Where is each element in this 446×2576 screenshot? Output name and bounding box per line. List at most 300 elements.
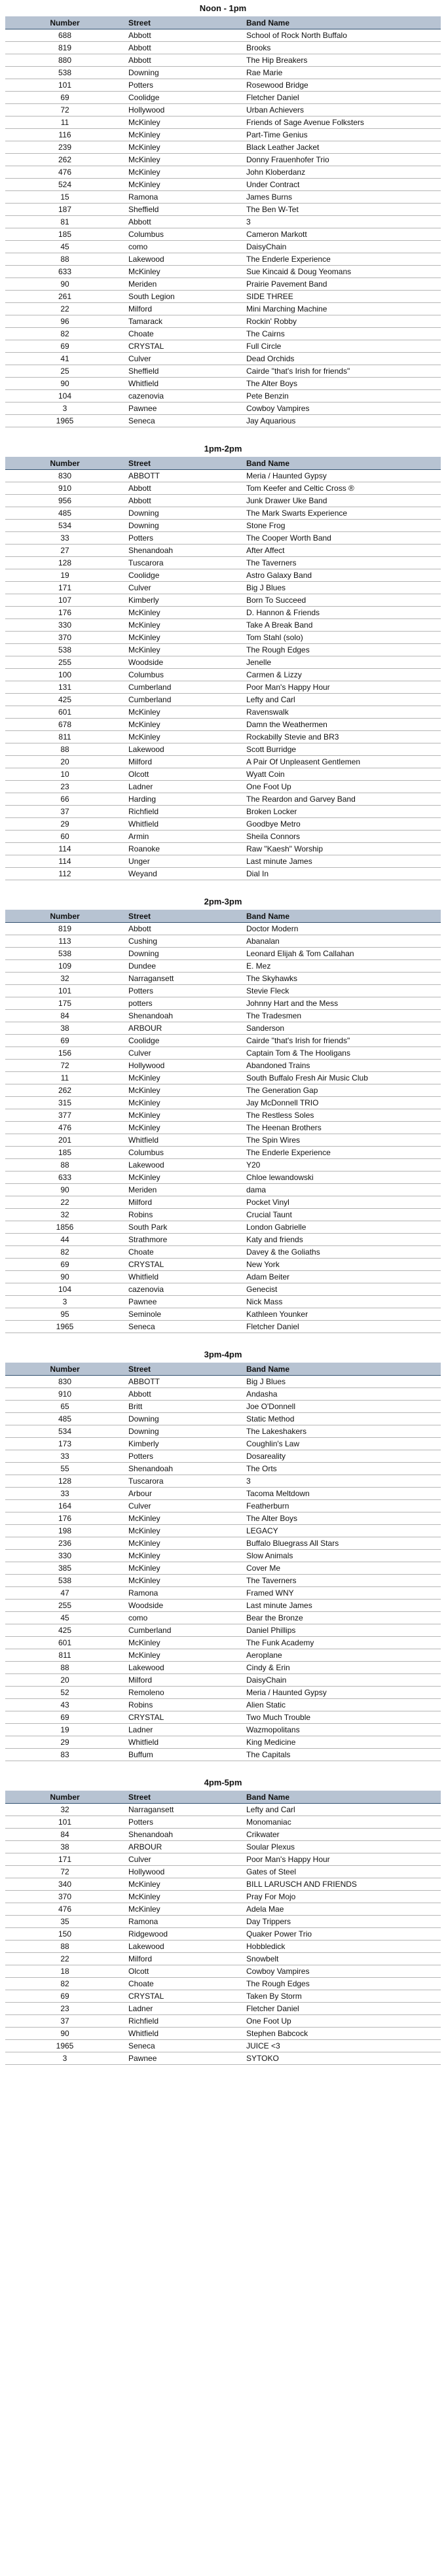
band-name-cell: The Heenan Brothers	[242, 1122, 441, 1134]
table-row	[5, 569, 441, 582]
table-row	[5, 843, 441, 855]
street-cell: McKinley	[124, 619, 242, 632]
house-number-cell: 11	[5, 116, 124, 129]
house-number-cell: 84	[5, 1010, 124, 1022]
table-row	[5, 1296, 441, 1308]
street-cell: Dundee	[124, 960, 242, 973]
house-number-cell: 176	[5, 1512, 124, 1525]
table-row	[5, 1072, 441, 1084]
band-name-cell: Taken By Storm	[242, 1990, 441, 2003]
table-row	[5, 557, 441, 569]
band-name-cell: Cairde "that's Irish for friends"	[242, 1035, 441, 1047]
table-row	[5, 1562, 441, 1575]
house-number-cell: 25	[5, 365, 124, 378]
street-cell: Lakewood	[124, 253, 242, 266]
number-column-header: Number	[5, 910, 124, 923]
house-number-cell: 33	[5, 1450, 124, 1463]
table-row	[5, 1600, 441, 1612]
house-number-cell: 3	[5, 402, 124, 415]
band-name-cell: Tom Keefer and Celtic Cross ®	[242, 482, 441, 495]
band-name-cell: Broken Locker	[242, 806, 441, 818]
band-name-cell: The Capitals	[242, 1749, 441, 1761]
street-cell: Culver	[124, 353, 242, 365]
street-cell: Downing	[124, 507, 242, 520]
street-cell: McKinley	[124, 1172, 242, 1184]
house-number-cell: 47	[5, 1587, 124, 1600]
table-row	[5, 482, 441, 495]
table-row	[5, 632, 441, 644]
house-number-cell: 83	[5, 1749, 124, 1761]
house-number-cell: 633	[5, 1172, 124, 1184]
table-row	[5, 1587, 441, 1600]
table-row	[5, 706, 441, 719]
street-cell: McKinley	[124, 116, 242, 129]
street-cell: Milford	[124, 1674, 242, 1687]
table-row	[5, 228, 441, 241]
house-number-cell: 633	[5, 266, 124, 278]
house-number-cell: 72	[5, 1866, 124, 1878]
band-name-cell: Soular Plexus	[242, 1841, 441, 1853]
house-number-cell: 185	[5, 228, 124, 241]
house-number-cell: 340	[5, 1878, 124, 1891]
band-name-cell: The Generation Gap	[242, 1084, 441, 1097]
street-cell: McKinley	[124, 266, 242, 278]
street-cell: Arbour	[124, 1488, 242, 1500]
table-row	[5, 29, 441, 42]
street-cell: Culver	[124, 1500, 242, 1512]
table-row	[5, 1500, 441, 1512]
table-row	[5, 507, 441, 520]
band-name-cell: DaisyChain	[242, 241, 441, 253]
street-cell: Ramona	[124, 1916, 242, 1928]
band-name-cell: Black Leather Jacket	[242, 141, 441, 154]
house-number-cell: 255	[5, 1600, 124, 1612]
band-name-cell: School of Rock North Buffalo	[242, 29, 441, 42]
band-name-cell: Tacoma Meltdown	[242, 1488, 441, 1500]
table-row	[5, 731, 441, 743]
street-cell: Roanoke	[124, 843, 242, 855]
street-cell: Richfield	[124, 806, 242, 818]
band-name-cell: Crucial Taunt	[242, 1209, 441, 1221]
street-cell: Kimberly	[124, 594, 242, 607]
table-row	[5, 291, 441, 303]
band-name-cell: Slow Animals	[242, 1550, 441, 1562]
band-name-cell: Fletcher Daniel	[242, 2003, 441, 2015]
house-number-cell: 476	[5, 166, 124, 179]
band-name-cell: James Burns	[242, 191, 441, 204]
house-number-cell: 88	[5, 1159, 124, 1172]
band-name-cell: Abanalan	[242, 935, 441, 948]
table-row	[5, 1246, 441, 1259]
band-name-cell: Day Trippers	[242, 1916, 441, 1928]
street-column-header: Street	[124, 910, 242, 923]
house-number-cell: 370	[5, 1891, 124, 1903]
house-number-cell: 69	[5, 1990, 124, 2003]
house-number-cell: 60	[5, 831, 124, 843]
house-number-cell: 830	[5, 470, 124, 482]
table-row	[5, 582, 441, 594]
table-row	[5, 1662, 441, 1674]
table-row	[5, 1172, 441, 1184]
table-row	[5, 669, 441, 681]
street-cell: Harding	[124, 793, 242, 806]
table-row	[5, 353, 441, 365]
table-row	[5, 1550, 441, 1562]
street-cell: McKinley	[124, 644, 242, 656]
table-row	[5, 1321, 441, 1333]
table-row	[5, 935, 441, 948]
house-number-cell: 485	[5, 507, 124, 520]
table-row	[5, 855, 441, 868]
table-row	[5, 1438, 441, 1450]
house-number-cell: 1965	[5, 415, 124, 427]
band-name-column-header: Band Name	[242, 1363, 441, 1376]
table-row	[5, 1097, 441, 1109]
house-number-cell: 114	[5, 843, 124, 855]
house-number-cell: 37	[5, 2015, 124, 2028]
band-name-cell: Bear the Bronze	[242, 1612, 441, 1624]
table-row	[5, 1816, 441, 1829]
table-row	[5, 1401, 441, 1413]
schedule-table	[5, 1363, 441, 1761]
band-name-cell: Dead Orchids	[242, 353, 441, 365]
table-row	[5, 1488, 441, 1500]
house-number-cell: 538	[5, 1575, 124, 1587]
table-row	[5, 1749, 441, 1761]
house-number-cell: 23	[5, 781, 124, 793]
street-cell: McKinley	[124, 719, 242, 731]
street-cell: Culver	[124, 582, 242, 594]
table-row	[5, 1928, 441, 1941]
street-column-header: Street	[124, 16, 242, 29]
band-name-cell: Quaker Power Trio	[242, 1928, 441, 1941]
house-number-cell: 69	[5, 1035, 124, 1047]
street-cell: McKinley	[124, 1891, 242, 1903]
street-cell: Seneca	[124, 415, 242, 427]
house-number-cell: 330	[5, 619, 124, 632]
table-row	[5, 1829, 441, 1841]
band-name-cell: Pocket Vinyl	[242, 1196, 441, 1209]
street-cell: McKinley	[124, 1649, 242, 1662]
band-name-cell: 3	[242, 1475, 441, 1488]
street-cell: Whitfield	[124, 2028, 242, 2040]
table-row	[5, 470, 441, 482]
table-row	[5, 266, 441, 278]
band-name-cell: Lefty and Carl	[242, 1804, 441, 1816]
band-name-cell: Two Much Trouble	[242, 1711, 441, 1724]
street-cell: Robins	[124, 1699, 242, 1711]
band-name-cell: The Tradesmen	[242, 1010, 441, 1022]
street-cell: Lakewood	[124, 1941, 242, 1953]
street-cell: CRYSTAL	[124, 340, 242, 353]
table-row	[5, 656, 441, 669]
band-name-cell: After Affect	[242, 545, 441, 557]
house-number-cell: 69	[5, 1711, 124, 1724]
street-cell: Choate	[124, 1978, 242, 1990]
street-cell: Whitfield	[124, 1134, 242, 1147]
house-number-cell: 187	[5, 204, 124, 216]
table-row	[5, 116, 441, 129]
table-row	[5, 1878, 441, 1891]
house-number-cell: 22	[5, 1953, 124, 1965]
table-row	[5, 1147, 441, 1159]
table-row	[5, 1903, 441, 1916]
street-cell: Richfield	[124, 2015, 242, 2028]
street-cell: Lakewood	[124, 1662, 242, 1674]
house-number-cell: 534	[5, 520, 124, 532]
table-row	[5, 1891, 441, 1903]
table-row	[5, 681, 441, 694]
street-cell: Cumberland	[124, 1624, 242, 1637]
house-number-cell: 262	[5, 1084, 124, 1097]
house-number-cell: 678	[5, 719, 124, 731]
band-name-cell: Dial In	[242, 868, 441, 880]
band-name-cell: Y20	[242, 1159, 441, 1172]
street-cell: Whitfield	[124, 378, 242, 390]
table-row	[5, 868, 441, 880]
band-name-column-header: Band Name	[242, 16, 441, 29]
street-cell: McKinley	[124, 1525, 242, 1537]
band-name-cell: Monomaniac	[242, 1816, 441, 1829]
house-number-cell: 27	[5, 545, 124, 557]
house-number-cell: 819	[5, 42, 124, 54]
house-number-cell: 330	[5, 1550, 124, 1562]
street-cell: Remoleno	[124, 1687, 242, 1699]
table-row	[5, 1271, 441, 1283]
band-name-cell: Last minute James	[242, 855, 441, 868]
street-cell: Armin	[124, 831, 242, 843]
band-name-cell: Cowboy Vampires	[242, 402, 441, 415]
street-cell: Potters	[124, 1816, 242, 1829]
band-name-cell: Born To Succeed	[242, 594, 441, 607]
table-row	[5, 278, 441, 291]
table-row	[5, 719, 441, 731]
band-name-cell: Carmen & Lizzy	[242, 669, 441, 681]
house-number-cell: 15	[5, 191, 124, 204]
table-row	[5, 793, 441, 806]
table-row	[5, 495, 441, 507]
band-name-cell: Leonard Elijah & Tom Callahan	[242, 948, 441, 960]
house-number-cell: 107	[5, 594, 124, 607]
street-cell: Seneca	[124, 2040, 242, 2052]
band-name-cell: Junk Drawer Uke Band	[242, 495, 441, 507]
street-cell: Shenandoah	[124, 545, 242, 557]
street-cell: McKinley	[124, 1878, 242, 1891]
header-row	[5, 16, 441, 29]
house-number-cell: 35	[5, 1916, 124, 1928]
house-number-cell: 811	[5, 731, 124, 743]
house-number-cell: 11	[5, 1072, 124, 1084]
house-number-cell: 128	[5, 1475, 124, 1488]
house-number-cell: 524	[5, 179, 124, 191]
band-name-cell: Pray For Mojo	[242, 1891, 441, 1903]
house-number-cell: 534	[5, 1425, 124, 1438]
street-cell: CRYSTAL	[124, 1990, 242, 2003]
band-name-cell: New York	[242, 1259, 441, 1271]
band-name-cell: Sheila Connors	[242, 831, 441, 843]
street-cell: Woodside	[124, 656, 242, 669]
table-row	[5, 1537, 441, 1550]
band-name-cell: Big J Blues	[242, 582, 441, 594]
band-name-cell: Cowboy Vampires	[242, 1965, 441, 1978]
street-cell: Olcott	[124, 1965, 242, 1978]
street-cell: Downing	[124, 1413, 242, 1425]
house-number-cell: 262	[5, 154, 124, 166]
street-cell: ARBOUR	[124, 1841, 242, 1853]
table-row	[5, 1221, 441, 1234]
band-name-cell: Stephen Babcock	[242, 2028, 441, 2040]
street-cell: McKinley	[124, 706, 242, 719]
band-name-cell: Cover Me	[242, 1562, 441, 1575]
street-cell: CRYSTAL	[124, 1259, 242, 1271]
table-row	[5, 1724, 441, 1736]
band-name-cell: Daniel Phillips	[242, 1624, 441, 1637]
band-name-cell: Astro Galaxy Band	[242, 569, 441, 582]
table-row	[5, 2040, 441, 2052]
street-cell: Columbus	[124, 1147, 242, 1159]
table-row	[5, 154, 441, 166]
house-number-cell: 82	[5, 328, 124, 340]
house-number-cell: 538	[5, 644, 124, 656]
table-row	[5, 340, 441, 353]
street-cell: Coolidge	[124, 92, 242, 104]
street-cell: potters	[124, 997, 242, 1010]
street-cell: Downing	[124, 520, 242, 532]
band-name-cell: Rockin' Robby	[242, 315, 441, 328]
street-cell: McKinley	[124, 179, 242, 191]
table-row	[5, 1965, 441, 1978]
table-row	[5, 520, 441, 532]
house-number-cell: 101	[5, 1816, 124, 1829]
house-number-cell: 88	[5, 1662, 124, 1674]
street-cell: McKinley	[124, 1575, 242, 1587]
house-number-cell: 171	[5, 1853, 124, 1866]
house-number-cell: 370	[5, 632, 124, 644]
house-number-cell: 72	[5, 1060, 124, 1072]
street-cell: Strathmore	[124, 1234, 242, 1246]
table-row	[5, 253, 441, 266]
band-name-cell: Brooks	[242, 42, 441, 54]
street-cell: Potters	[124, 532, 242, 545]
band-name-cell: Johnny Hart and the Mess	[242, 997, 441, 1010]
house-number-cell: 20	[5, 756, 124, 768]
house-number-cell: 95	[5, 1308, 124, 1321]
band-name-cell: Jenelle	[242, 656, 441, 669]
house-number-cell: 88	[5, 253, 124, 266]
time-slot-section	[5, 3, 441, 427]
house-number-cell: 261	[5, 291, 124, 303]
table-row	[5, 1804, 441, 1816]
table-row	[5, 1978, 441, 1990]
house-number-cell: 45	[5, 241, 124, 253]
band-name-cell: Mini Marching Machine	[242, 303, 441, 315]
band-name-cell: The Lakeshakers	[242, 1425, 441, 1438]
house-number-cell: 38	[5, 1022, 124, 1035]
house-number-cell: 45	[5, 1612, 124, 1624]
house-number-cell: 1965	[5, 1321, 124, 1333]
band-name-cell: Davey & the Goliaths	[242, 1246, 441, 1259]
table-row	[5, 2052, 441, 2065]
street-cell: Pawnee	[124, 2052, 242, 2065]
band-name-cell: Framed WNY	[242, 1587, 441, 1600]
house-number-cell: 65	[5, 1401, 124, 1413]
band-name-cell: Fletcher Daniel	[242, 92, 441, 104]
street-column-header: Street	[124, 1363, 242, 1376]
house-number-cell: 90	[5, 378, 124, 390]
band-name-cell: Adela Mae	[242, 1903, 441, 1916]
street-cell: McKinley	[124, 1903, 242, 1916]
table-row	[5, 973, 441, 985]
street-cell: Meriden	[124, 1184, 242, 1196]
house-number-cell: 128	[5, 557, 124, 569]
house-number-cell: 236	[5, 1537, 124, 1550]
band-name-cell: Coughlin's Law	[242, 1438, 441, 1450]
time-slot-section	[5, 896, 441, 1333]
house-number-cell: 55	[5, 1463, 124, 1475]
table-row	[5, 2003, 441, 2015]
street-cell: McKinley	[124, 1562, 242, 1575]
house-number-cell: 819	[5, 923, 124, 935]
house-number-cell: 688	[5, 29, 124, 42]
band-name-cell: The Rough Edges	[242, 1978, 441, 1990]
band-name-cell: Crikwater	[242, 1829, 441, 1841]
street-cell: McKinley	[124, 1097, 242, 1109]
house-number-cell: 830	[5, 1376, 124, 1388]
house-number-cell: 96	[5, 315, 124, 328]
table-row	[5, 1060, 441, 1072]
street-cell: McKinley	[124, 129, 242, 141]
street-cell: McKinley	[124, 141, 242, 154]
band-name-cell: Alien Static	[242, 1699, 441, 1711]
house-number-cell: 37	[5, 806, 124, 818]
table-row	[5, 1413, 441, 1425]
street-cell: Cumberland	[124, 694, 242, 706]
house-number-cell: 201	[5, 1134, 124, 1147]
house-number-cell: 239	[5, 141, 124, 154]
house-number-cell: 69	[5, 92, 124, 104]
house-number-cell: 18	[5, 1965, 124, 1978]
table-row	[5, 79, 441, 92]
header-row	[5, 1363, 441, 1376]
table-row	[5, 1866, 441, 1878]
band-name-cell: Stevie Fleck	[242, 985, 441, 997]
street-cell: Hollywood	[124, 1060, 242, 1072]
band-name-cell: The Taverners	[242, 557, 441, 569]
table-row	[5, 415, 441, 427]
band-name-cell: DaisyChain	[242, 1674, 441, 1687]
band-name-cell: Poor Man's Happy Hour	[242, 681, 441, 694]
street-cell: Tamarack	[124, 315, 242, 328]
house-number-cell: 104	[5, 390, 124, 402]
band-name-cell: Wazmopolitans	[242, 1724, 441, 1736]
street-cell: Culver	[124, 1047, 242, 1060]
house-number-cell: 44	[5, 1234, 124, 1246]
street-cell: Potters	[124, 1450, 242, 1463]
section-title: 1pm-2pm	[204, 444, 242, 454]
band-name-cell: The Funk Academy	[242, 1637, 441, 1649]
house-number-cell: 3	[5, 2052, 124, 2065]
band-name-cell: Dosareality	[242, 1450, 441, 1463]
street-cell: Ramona	[124, 1587, 242, 1600]
house-number-cell: 32	[5, 1804, 124, 1816]
street-cell: McKinley	[124, 166, 242, 179]
street-column-header: Street	[124, 457, 242, 470]
house-number-cell: 255	[5, 656, 124, 669]
band-name-cell: Lefty and Carl	[242, 694, 441, 706]
band-name-cell: King Medicine	[242, 1736, 441, 1749]
band-name-cell: The Taverners	[242, 1575, 441, 1587]
house-number-cell: 33	[5, 532, 124, 545]
